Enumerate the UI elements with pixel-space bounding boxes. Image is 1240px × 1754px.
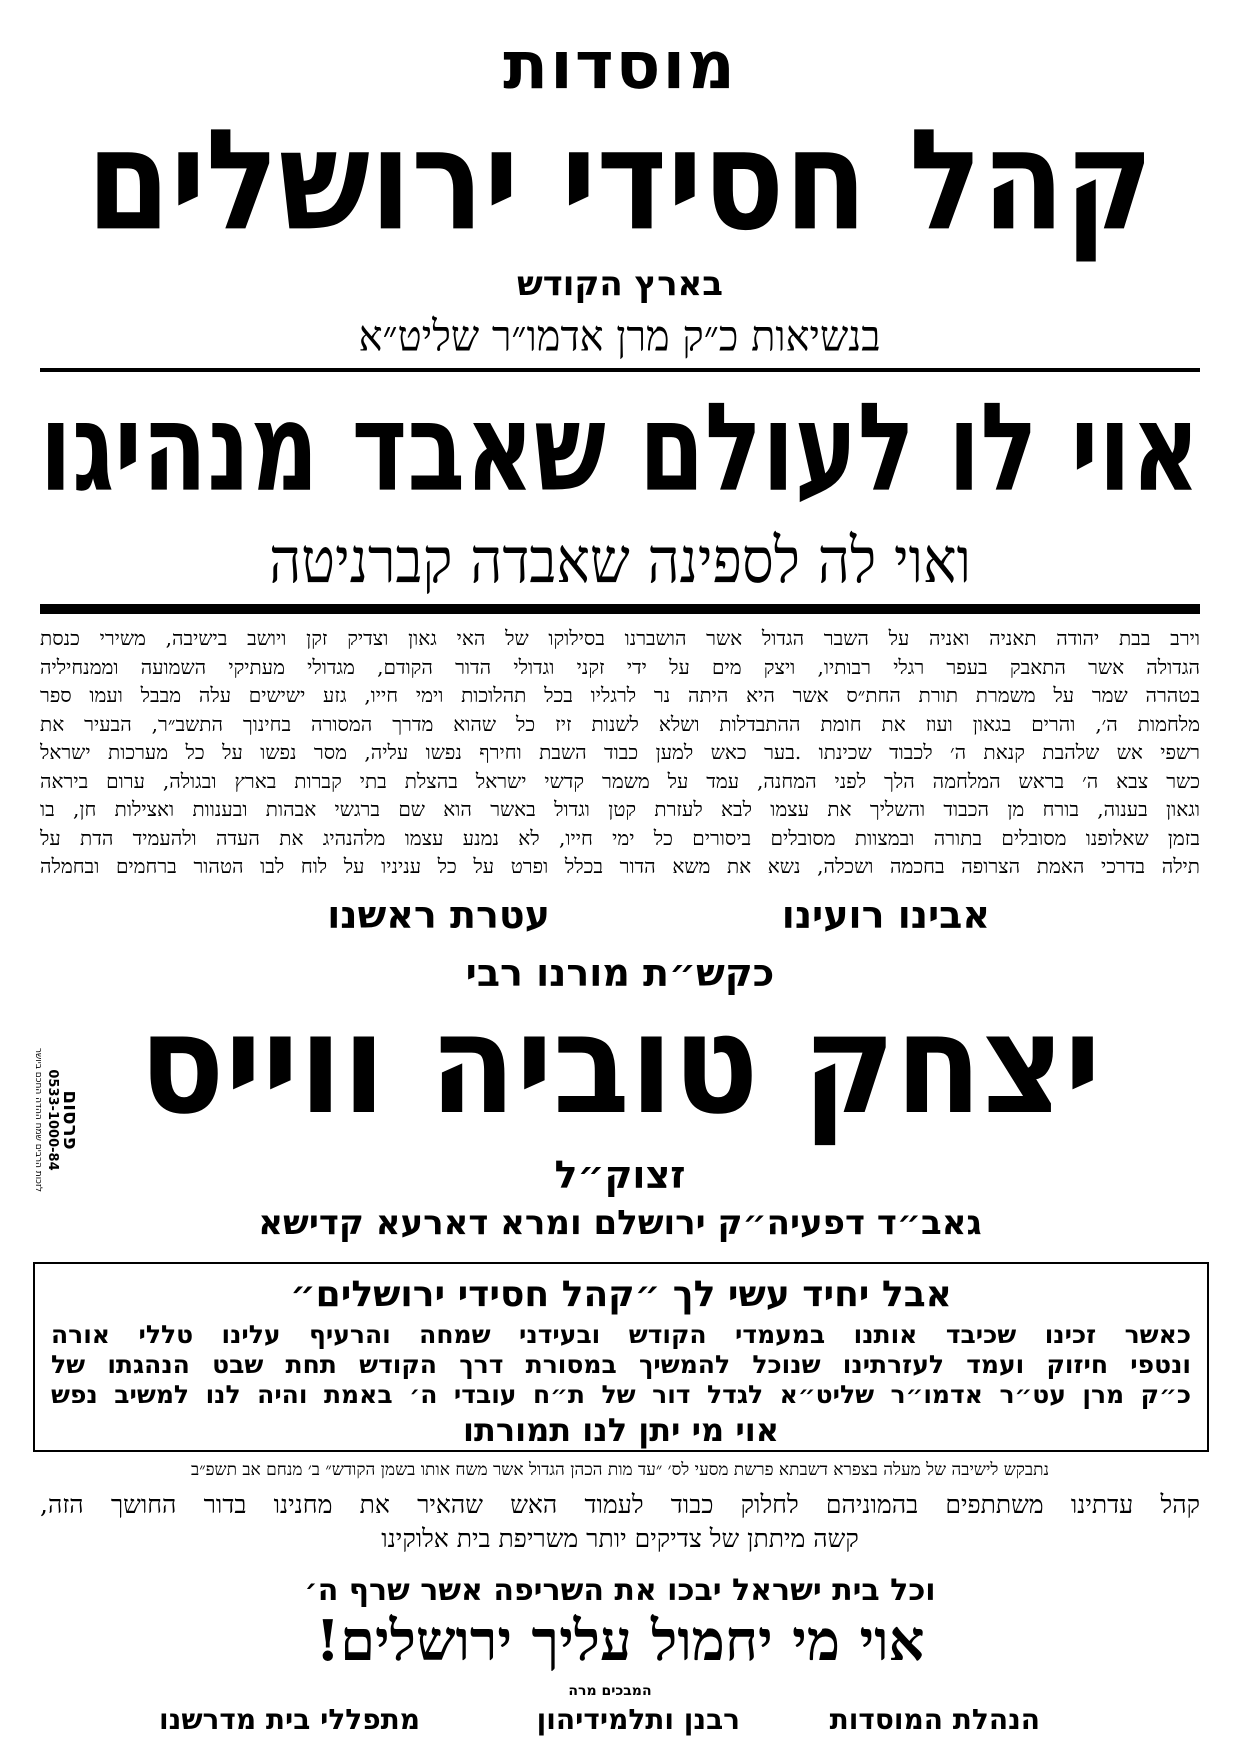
lament-headline: אוי מי יחמול עליך ירושלים! xyxy=(315,1608,925,1674)
eulogy-line: כשר צבא ה׳ בראש המלחמה הלך לפני המחנה, עמד על משמר קדשי ישראל בהצלת בתי קברות בארץ ובגולה, ערום ביראה xyxy=(40,768,1200,793)
mourning-box-title: אבל יחיד עשי לך ״קהל חסידי ירושלים״ xyxy=(290,1274,952,1315)
eulogy-body xyxy=(40,624,1200,881)
eulogy-line: בטהרה שמר על משמרת תורת החת״ס אשר היא היתה נר לרגליו בכל תהלוכות וימי חייו, גזע ישישים עלה מבבל ועמו ספר xyxy=(40,683,1200,707)
signature-mourners-label: המבכים מרה xyxy=(568,1683,652,1699)
rabbinic-position: גאב״ד דפעיה״ק ירושלם ומרא דארעא קדישא xyxy=(258,1203,982,1243)
eulogy-line: תילה בדרכי האמת הצרופה בחכמה ושכלה, נשא את משא הדור בכלל ופרט על כל עניניו על לוח לבו הטהור ברחמים ובחמלה xyxy=(40,854,1200,878)
memorial-suffix: זצוק״ל xyxy=(554,1153,686,1197)
sub-headline-text: ואוי לה לספינה שאבדה קברניטה xyxy=(269,525,971,598)
funeral-line: קהל עדתינו משתתפים בהמוניהם לחלוק כבוד לעמוד האש שהאיר את מחנינו בדור החושך הזה, xyxy=(40,1490,1200,1519)
mourning-box-line: כ״ק מרן עט״ר אדמו״ר שליט״א לגדל דור של ת״ח עובדי ה׳ באמת והיה לנו למשיב נפש xyxy=(51,1380,1191,1409)
main-headline-text: אוי לו לעולם שאבד מנהיגו xyxy=(39,376,1201,519)
leadership-line-text: בנשיאות כ״ק מרן אדמו״ר שליט״א xyxy=(359,311,881,361)
mourning-box-line: ונטפי חיזוק ועמד לעזרתינו שנוכל להמשיך במסורת דרך הקודש תחת שבט הנהגתו של xyxy=(51,1350,1191,1379)
institutions-label: מוסדות xyxy=(503,27,737,104)
mourning-box-closing: אוי מי יתן לנו תמורתו xyxy=(462,1411,780,1449)
signature-administration: הנהלת המוסדות xyxy=(829,1703,1040,1736)
eulogy-line: מלחמות ה׳, והרים בגאון ועוז את חומת ההתבדלות ושלא לשנות זיז כל שהוא מדרך המסורה בחינוך התשב״ר, הבעיר את xyxy=(40,711,1200,736)
leadership-line xyxy=(0,312,1240,360)
lament-line: וכל בית ישראל יבכו את השריפה אשר שרף ה׳ xyxy=(304,1573,936,1608)
mourning-box xyxy=(33,1262,1209,1452)
deceased-name xyxy=(0,985,1240,1146)
mourning-box-line: כאשר זכינו שכיבד אותנו במעמדי הקודש ובעידני שמחה והרעיף עלינו טללי אורה xyxy=(51,1320,1191,1349)
main-headline xyxy=(0,376,1240,519)
mourning-box-text xyxy=(51,1320,1191,1410)
passing-notice: נתבקש לישיבה של מעלה בצפרא דשבתא פרשת מסעי לס׳ ״עד מות הכהן הגדול אשר משח אותו בשמן הקודש״ ב׳ מנחם אב תשפ״ב xyxy=(191,1460,1049,1480)
eulogy-line: וירב בבת יהודה תאניה ואניה על השבר הגדול אשר הושברנו בסילוקו של האי גאון וצדיק זקן ויושב בישיבה, משירי כנסת xyxy=(40,626,1200,650)
honorific-titles xyxy=(0,890,1240,940)
printer-credit-rotated xyxy=(30,1020,82,1220)
divider-thin xyxy=(40,368,1200,372)
organization-title-text: קהל חסידי ירושלים xyxy=(86,98,1154,262)
honorific-prefix: כקש״ת מורנו רבי xyxy=(465,951,775,995)
printer-logo: פרסום xyxy=(59,1090,83,1150)
title-ateret: עטרת ראשנו xyxy=(327,893,550,937)
printer-credit xyxy=(30,1020,82,1220)
eulogy-line: רשפי אש שלהבת קנאת ה׳ לכבוד שכינתו .בער כאש למען כבוד השבת וחירף נפשו עליה, מסר נפשו על כל מערכות ישראל xyxy=(40,740,1200,764)
title-avinu: אבינו רועינו xyxy=(781,893,990,937)
funeral-line: קשה מיתתן של צדיקים יותר משריפת בית אלוקינו xyxy=(381,1524,859,1553)
sub-headline xyxy=(0,525,1240,598)
divider-thick xyxy=(40,604,1200,614)
organization-title xyxy=(0,98,1240,262)
location-subtitle: בארץ הקודש xyxy=(516,264,724,304)
signature-rabbis: רבנן ותלמידיהון xyxy=(536,1703,740,1736)
eulogy-line: הגדולה אשר התאבק בעפר רגלי רבותיו, ויצק מים על ידי זקני וגדולי הדור הקודם, מגדולי מעתיקי השמועה וממנחיליה xyxy=(40,654,1200,679)
funeral-paragraph xyxy=(40,1488,1200,1556)
signature-congregants: מתפללי בית מדרשנו xyxy=(159,1703,420,1736)
printer-phone: 0533-1000-84 xyxy=(45,1069,60,1171)
signatures xyxy=(0,1700,1240,1746)
printer-note: לזכות הרבים שמח ההדה החכם ביושר xyxy=(33,1047,43,1193)
eulogy-line: וגאון בענוה, בורח מן הכבוד והשליך את עצמו לבא לעזרת קטן וגדול באשר הוא שם ברגשי אבהות ובענוות ואצילות חן, בו xyxy=(40,797,1200,821)
deceased-name-text: יצחק טוביה ווייס xyxy=(138,985,1102,1146)
eulogy-line: בזמן שאלופנו מסובלים בתורה ובמצוות מסובלים ביסורים כל ימי חייו, לא נמנע עצמו מלהנהיג את העדה ולהעמיד הדת על xyxy=(40,825,1200,850)
